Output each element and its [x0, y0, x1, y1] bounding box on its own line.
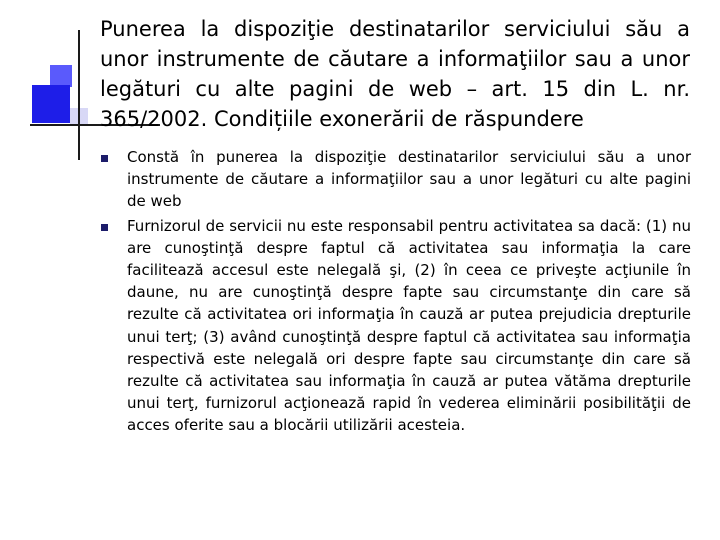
- bullet-list: [100, 146, 691, 439]
- decor-square-large: [32, 85, 70, 123]
- slide-title: Punerea la dispoziţie destinatarilor serviciului său a unor instrumente de căutare a informaţiilor sau a unor legături cu alte pagini de web – art. 15 din L. nr. 365/2002. Condițiile exonerării de răspundere: [100, 17, 690, 131]
- bullet-square-icon: [101, 155, 108, 162]
- bullet-text: Furnizorul de servicii nu este responsabil pentru activitatea sa dacă: (1) nu are cunoştinţă despre faptul că activitatea sau informaţia la care facilitează accesul este nelegală şi, (2) în ceea ce priveşte acţiunile în daune, nu are cunoştinţă despre fapte sau circumstanţe din care să rezulte că activitatea ori informaţia în cauză ar putea prejudicia drepturile unui terţ; (3) având cunoştinţă despre faptul că activitatea sau informaţia respectivă este nelegală ori despre fapte sau circumstanţe din care să rezulte că activitatea sau informaţia în cauză ar putea vătăma drepturile unui terţ, furnizorul acţionează rapid în vederea eliminării posibilităţii de acces oferite sau a blocării utilizării acesteia.: [127, 216, 691, 435]
- bullet-text: Constă în punerea la dispoziţie destinatarilor serviciului său a unor instrumente de căutare a informaţiilor sau a unor legături cu alte pagini de web: [127, 148, 691, 211]
- decor-square-small: [50, 65, 72, 87]
- bullet-item: [100, 215, 691, 437]
- bullet-item: [100, 146, 691, 213]
- bullet-square-icon: [101, 224, 108, 231]
- decor-vertical-line: [78, 30, 80, 160]
